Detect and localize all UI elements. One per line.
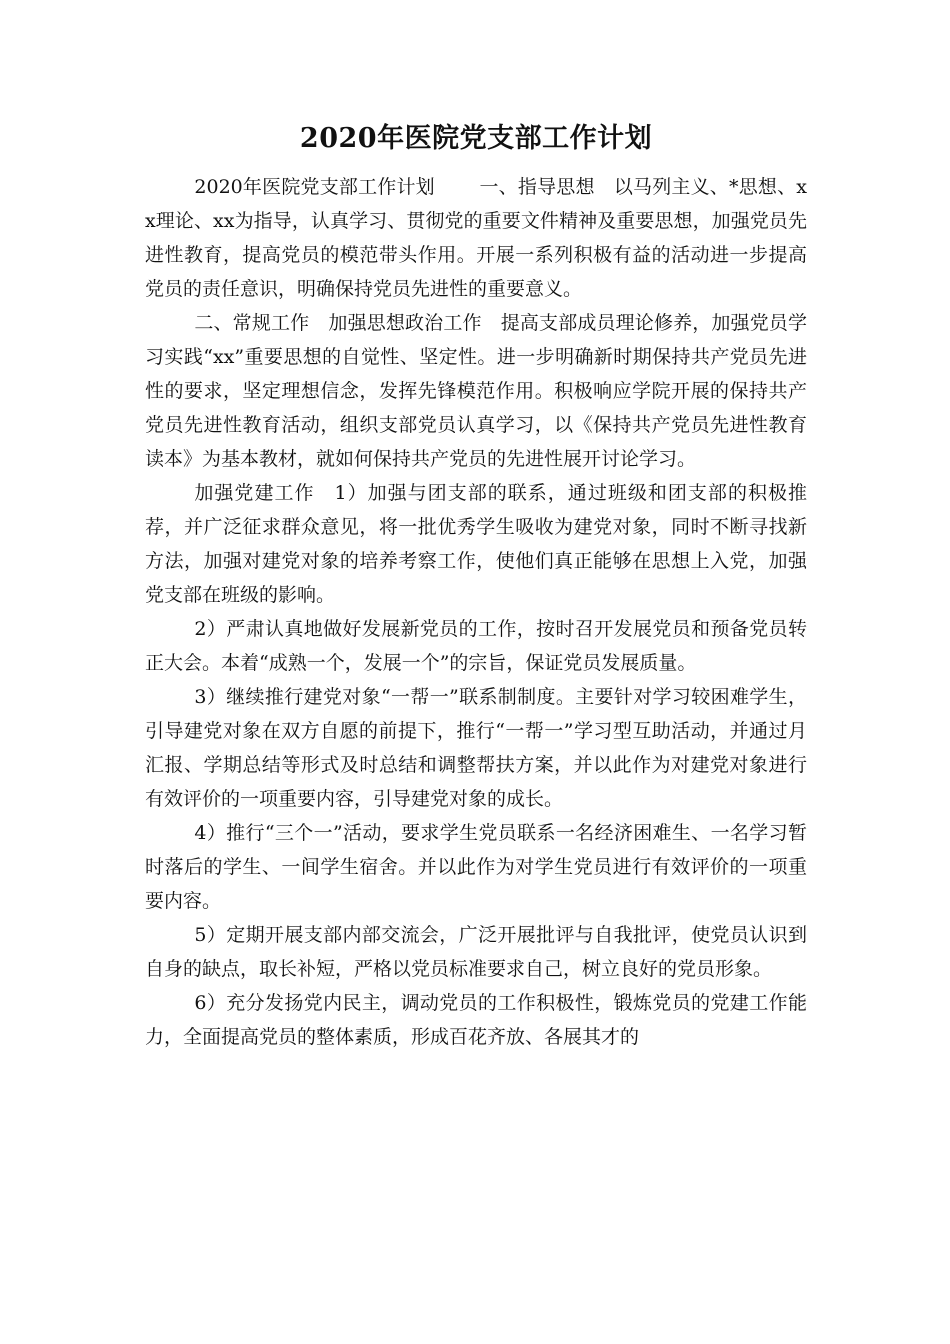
paragraph-party-building-2: 2）严肃认真地做好发展新党员的工作，按时召开发展党员和预备党员转正大会。本着“成熟一个，发展一个”的宗旨，保证党员发展质量。 <box>145 618 807 674</box>
document-page <box>145 118 807 1054</box>
document-title: 2020年医院党支部工作计划 <box>299 123 653 154</box>
paragraph-party-building-6: 6）充分发扬党内民主，调动党员的工作积极性，锻炼党员的党建工作能力，全面提高党员的整体素质，形成百花齐放、各展其才的 <box>145 992 807 1048</box>
paragraph-party-building-1: 加强党建工作 1）加强与团支部的联系，通过班级和团支部的积极推荐，并广泛征求群众意见，将一批优秀学生吸收为建党对象，同时不断寻找新方法，加强对建党对象的培养考察工作，使他们真正能够在思想上入党，加强党支部在班级的影响。 <box>145 482 807 606</box>
paragraph-guiding-ideology: 2020年医院党支部工作计划 一、指导思想 以马列主义、*思想、xx理论、xx为指导，认真学习、贯彻党的重要文件精神及重要思想，加强党员先进性教育，提高党员的模范带头作用。开展一系列积极有益的活动进一步提高党员的责任意识，明确保持党员先进性的重要意义。 <box>145 176 807 300</box>
paragraph-party-building-5: 5）定期开展支部内部交流会，广泛开展批评与自我批评，使党员认识到自身的缺点，取长补短，严格以党员标准要求自己，树立良好的党员形象。 <box>145 924 807 980</box>
paragraph-party-building-3: 3）继续推行建党对象“一帮一”联系制制度。主要针对学习较困难学生，引导建党对象在双方自愿的前提下，推行“一帮一”学习型互助活动，并通过月汇报、学期总结等形式及时总结和调整帮扶方案，并以此作为对建党对象进行有效评价的一项重要内容，引导建党对象的成长。 <box>145 686 807 810</box>
paragraph-routine-work: 二、常规工作 加强思想政治工作 提高支部成员理论修养，加强党员学习实践“xx”重要思想的自觉性、坚定性。进一步明确新时期保持共产党员先进性的要求，坚定理想信念，发挥先锋模范作用。积极响应学院开展的保持共产党员先进性教育活动，组织支部党员认真学习，以《保持共产党员先进性教育读本》为基本教材，就如何保持共产党员的先进性展开讨论学习。 <box>145 312 807 470</box>
paragraph-party-building-4: 4）推行“三个一”活动，要求学生党员联系一名经济困难生、一名学习暂时落后的学生、一间学生宿舍。并以此作为对学生党员进行有效评价的一项重要内容。 <box>145 822 807 912</box>
